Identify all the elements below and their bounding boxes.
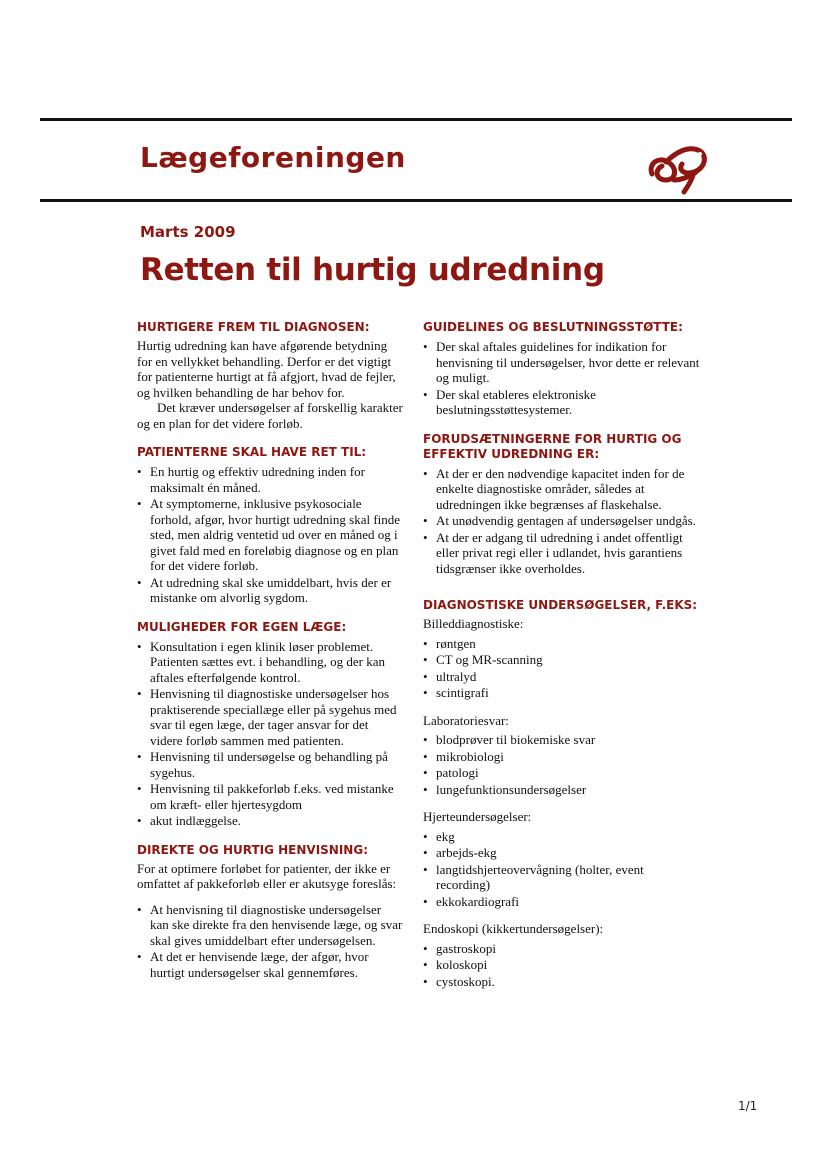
section-diagnosis (137, 320, 403, 431)
group-imaging (423, 616, 701, 701)
list-item: • At henvisning til diagnostiske undersøgelser kan ske direkte fra den henvisende læge, og svar skal gives umiddelbart efter undersøgelsen. (137, 902, 403, 949)
list-item: • gastroskopi (423, 941, 701, 957)
list-item: • Henvisning til diagnostiske undersøgelser hos praktiserende speciallæge eller på sygehus med svar til egen læge, der tager ansvar for det videre forløb sammen med patienten. (137, 686, 403, 748)
section-heading: GUIDELINES OG BESLUTNINGSSTØTTE: (423, 320, 683, 334)
list-item: • Konsultation i egen klinik løser problemet. Patienten sættes evt. i behandling, og der kan aftales efterfølgende kontrol. (137, 639, 403, 686)
group-label: Hjerteundersøgelser: (423, 809, 532, 824)
section-heading: PATIENTERNE SKAL HAVE RET TIL: (137, 445, 367, 459)
header-bottom-rule (40, 199, 792, 202)
bullet-list (137, 639, 403, 829)
list-item: • cystoskopi. (423, 974, 701, 990)
section-guidelines (423, 320, 701, 418)
list-item: • Henvisning til undersøgelse og behandling på sygehus. (137, 749, 403, 780)
bullet-list (423, 339, 701, 418)
left-column (137, 320, 403, 994)
list-item: • koloskopi (423, 957, 701, 973)
section-heading: MULIGHEDER FOR EGEN LÆGE: (137, 619, 347, 634)
list-item: • At der er adgang til udredning i andet offentligt eller privat regi eller i udlandet, hvis garantiens tidsgrænser ikke overholdes. (423, 530, 701, 577)
list-item: • patologi (423, 765, 701, 781)
list-item: • Der skal etableres elektroniske beslutningsstøttesystemer. (423, 387, 701, 418)
section-heading: DIAGNOSTISKE UNDERSØGELSER, F.EKS: (423, 598, 698, 612)
list-item: • blodprøver til biokemiske svar (423, 732, 701, 748)
section-prerequisites (423, 432, 701, 577)
section-heading: HURTIGERE FREM TIL DIAGNOSEN: (137, 320, 370, 334)
list-item: • At der er den nødvendige kapacitet inden for de enkelte diagnostiske områder, således at udredningen ikke begrænses af flaskehalse. (423, 466, 701, 513)
list-item: • Henvisning til pakkeforløb f.eks. ved mistanke om kræft- eller hjertesygdom (137, 781, 403, 812)
list-item: • Der skal aftales guidelines for indikation for henvisning til undersøgelser, hvor dette er relevant og muligt. (423, 339, 701, 386)
section-direct-referral (137, 843, 403, 981)
list-item: • En hurtig og effektiv udredning inden for maksimalt én måned. (137, 464, 403, 495)
paragraph: Det kræver undersøgelser af forskellig karakter og en plan for det videre forløb. (137, 400, 403, 431)
bullet-list (137, 464, 403, 606)
list-item: • At symptomerne, inklusive psykosociale forhold, afgør, hvor hurtigt udredning skal finde sted, men aldrig ventetid ud over en måned og i givet fald med en foreløbig diagnose og en plan for det videre forløb. (137, 496, 403, 574)
publication-date: Marts 2009 (140, 223, 236, 241)
page-number: 1/1 (738, 1099, 758, 1113)
section-heading: FORUDSÆTNINGERNE FOR HURTIG OG EFFEKTIV UDREDNING ER: (423, 431, 682, 461)
page-title: Retten til hurtig udredning (140, 252, 605, 288)
group-endoscopy (423, 921, 701, 989)
right-column (423, 320, 701, 1003)
section-patient-rights (137, 445, 403, 606)
group-heart (423, 809, 701, 909)
group-label: Laboratoriesvar: (423, 712, 509, 728)
bullet-list (423, 466, 701, 577)
group-label: Billeddiagnostiske: (423, 616, 524, 631)
aesculapian-snake-logo (644, 132, 714, 196)
list-item: • CT og MR-scanning (423, 652, 701, 668)
list-item: • ultralyd (423, 669, 701, 685)
list-item: • langtidshjerteovervågning (holter, event recording) (423, 862, 701, 893)
list-item: • At det er henvisende læge, der afgør, hvor hurtigt undersøgelser skal gennemføres. (137, 949, 403, 980)
section-diagnostic-examinations (423, 598, 701, 989)
header-top-rule (40, 118, 792, 121)
bullet-list (137, 902, 403, 981)
organization-name: Lægeforeningen (140, 141, 406, 174)
group-laboratory (423, 713, 701, 798)
list-item: • At unødvendig gentagen af undersøgelser undgås. (423, 513, 701, 529)
list-item: • ekkokardiografi (423, 894, 701, 910)
bullet-list (423, 941, 701, 990)
list-item: • mikrobiologi (423, 749, 701, 765)
bullet-list (423, 829, 701, 910)
group-label: Endoskopi (kikkertundersøgelser): (423, 921, 604, 936)
list-item: • røntgen (423, 636, 701, 652)
list-item: • arbejds-ekg (423, 845, 701, 861)
list-item: • scintigrafi (423, 685, 701, 701)
list-item: • ekg (423, 829, 701, 845)
list-item: • At udredning skal ske umiddelbart, hvis der er mistanke om alvorlig sygdom. (137, 575, 403, 606)
list-item: • lungefunktionsundersøgelser (423, 782, 701, 798)
bullet-list (423, 636, 701, 701)
list-item: • akut indlæggelse. (137, 813, 403, 829)
bullet-list (423, 732, 701, 797)
paragraph: Hurtig udredning kan have afgørende betydning for en vellykket behandling. Derfor er det vigtigt for patienterne hurtigt at få afgjort, hvad de fejler, og hvilken behandling de har behov for. (137, 338, 396, 400)
section-heading: DIREKTE OG HURTIG HENVISNING: (137, 842, 368, 857)
paragraph: For at optimere forløbet for patienter, der ikke er omfattet af pakkeforløb eller er akutsyge foreslås: (137, 860, 397, 891)
section-own-doctor-options (137, 620, 403, 829)
